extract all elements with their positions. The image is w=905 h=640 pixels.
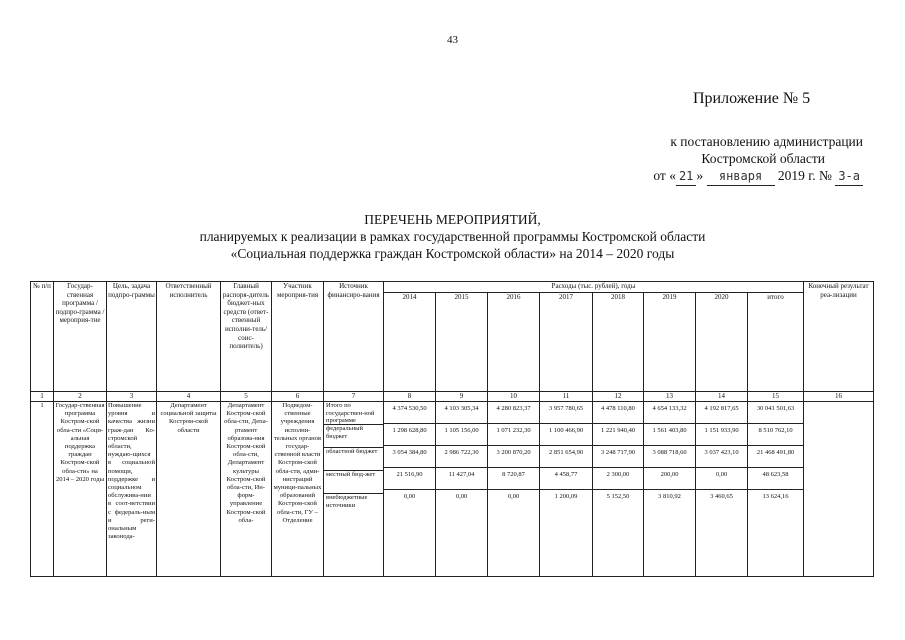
amounts-2018 [593, 402, 644, 577]
row-program: Государ-ственная программа Костром-ской обла-сти «Соци-альная поддержка граждан Костром-ской обла-сти» на 2014 – 2020 годы [54, 402, 107, 577]
row-participant: Подведом-ственные учреждения исполни-тельных органов государ-ственной власти Костром-ской обла-сти, адми-нистраций муници-пальных образований Костром-ской обла-сти, ГУ – Отделение [272, 402, 324, 577]
header-goal: Цель, задача подпро-граммы [107, 282, 157, 392]
amount-cell: 4 478 110,80 [593, 402, 643, 424]
amount-cell: 1 151 933,90 [696, 424, 747, 446]
decree-line-1: к постановлению администрации [670, 134, 863, 149]
decree-date-line [543, 167, 863, 186]
amount-cell: 21 516,90 [384, 468, 435, 490]
title-line-2: планируемых к реализации в рамках государственной программы Костромской области [199, 229, 706, 244]
amount-cell: 1 221 940,40 [593, 424, 643, 446]
amount-cell: 4 103 305,34 [436, 402, 487, 424]
header-year-2015: 2015 [436, 293, 488, 392]
col-number: 11 [540, 392, 593, 402]
header-source: Источник финансиро-вания [324, 282, 384, 392]
amount-cell: 2 851 654,90 [540, 446, 592, 468]
col-number: 10 [488, 392, 540, 402]
decree-year: 2019 г. № [777, 168, 832, 183]
header-program: Государ-ственная программа /подпро-грамма /мероприя-тие [54, 282, 107, 392]
amount-cell: 30 041 501,63 [748, 402, 803, 424]
row-sources [324, 402, 384, 577]
document-title [0, 211, 905, 262]
col-number: 1 [31, 392, 54, 402]
row-executor: Департамент социальной защиты Костром-ской области [157, 402, 221, 577]
col-number: 5 [221, 392, 272, 402]
page-number: 43 [447, 34, 458, 46]
amounts-2017 [540, 402, 593, 577]
decree-day: 21 [676, 168, 696, 186]
date-prefix: от « [653, 168, 676, 183]
amount-cell: 1 105 156,00 [436, 424, 487, 446]
amount-cell: 48 623,58 [748, 468, 803, 490]
col-number: 8 [384, 392, 436, 402]
source-federal: федеральный бюджет [324, 425, 383, 448]
row-result [804, 402, 874, 577]
amount-cell: 3 088 718,60 [644, 446, 695, 468]
col-number: 9 [436, 392, 488, 402]
amount-cell: 13 624,16 [762, 493, 789, 500]
amount-cell: 4 654 133,32 [644, 402, 695, 424]
col-number: 4 [157, 392, 221, 402]
amount-cell: 4 374 530,50 [384, 402, 435, 424]
amount-cell: 3 248 717,90 [593, 446, 643, 468]
amount-cell: 3 037 423,10 [696, 446, 747, 468]
col-number: 14 [696, 392, 748, 402]
header-num: № п/п [31, 282, 54, 392]
header-expenses: Расходы (тыс. рублей), годы [384, 282, 804, 293]
amount-cell: 1 100 466,90 [540, 424, 592, 446]
amount-cell: 2 300,00 [593, 468, 643, 490]
table-row [31, 402, 874, 577]
header-year-2017: 2017 [540, 293, 593, 392]
amount-cell: 4 280 823,37 [488, 402, 539, 424]
source-local: местный бюд-жет [324, 471, 383, 494]
amount-cell: 8 510 762,10 [748, 424, 803, 446]
row-manager: Департамент Костром-ской обла-сти, Депа-ртамент образова-ния Костром-ской обла-сти, Департамент культуры Костром-ской обла-сти, Ин-форм-управление Костром-ской обла- [221, 402, 272, 577]
col-number: 3 [107, 392, 157, 402]
col-number: 15 [748, 392, 804, 402]
amount-cell: 8 720,87 [488, 468, 539, 490]
amount-cell: 3 957 780,65 [540, 402, 592, 424]
decree-line-2: Костромской области [701, 151, 825, 166]
column-number-row [31, 392, 874, 402]
amount-cell: 1 298 628,80 [384, 424, 435, 446]
amounts-2019 [644, 402, 696, 577]
col-number: 16 [804, 392, 874, 402]
header-year-2019: 2019 [644, 293, 696, 392]
header-executor: Ответственный исполнитель [157, 282, 221, 392]
amount-cell: 0,00 [403, 493, 416, 500]
source-regional: областной бюджет [324, 448, 383, 471]
title-line-3: «Социальная поддержка граждан Костромской области» на 2014 – 2020 годы [230, 246, 675, 261]
col-number: 7 [324, 392, 384, 402]
header-manager: Главный распоря-дитель бюджет-ных средств (ответ-ственный исполни-тель/соис-полнитель) [221, 282, 272, 392]
amount-cell: 0,00 [455, 493, 468, 500]
header-result: Конечный результат реа-лизации [804, 282, 874, 392]
decree-reference [543, 133, 863, 186]
decree-number: 3-а [835, 168, 863, 186]
amount-cell: 3 054 384,80 [384, 446, 435, 468]
col-number: 13 [644, 392, 696, 402]
amount-cell: 1 071 232,30 [488, 424, 539, 446]
row-goal: Повышение уровня и качества жизни граж-дан Ко-стромской области, нуждаю-щихся в социальной помощи, поддержке и социальном обслужива-нии в соот-ветствии с федераль-ным и реги-ональным законода- [107, 402, 157, 577]
amount-cell: 3 810,92 [658, 493, 681, 500]
amount-cell: 2 986 722,30 [436, 446, 487, 468]
amounts-2016 [488, 402, 540, 577]
amounts-2014 [384, 402, 436, 577]
amount-cell: 0,00 [507, 493, 520, 500]
col-number: 2 [54, 392, 107, 402]
amounts-total [748, 402, 804, 577]
header-year-2014: 2014 [384, 293, 436, 392]
header-participant: Участник мероприя-тия [272, 282, 324, 392]
row-num: 1 [31, 402, 54, 577]
amounts-2020 [696, 402, 748, 577]
source-total: Итого по государствен-ной программе [324, 402, 383, 425]
col-number: 12 [593, 392, 644, 402]
amount-cell: 1 561 403,80 [644, 424, 695, 446]
amount-cell: 21 468 491,80 [748, 446, 803, 468]
date-mid: » [696, 168, 704, 183]
amount-cell: 4 192 817,65 [696, 402, 747, 424]
appendix-heading: Приложение № 5 [693, 90, 811, 107]
header-total: итого [748, 293, 804, 392]
amount-cell: 3 460,65 [710, 493, 733, 500]
amount-cell: 5 152,50 [606, 493, 630, 500]
amounts-2015 [436, 402, 488, 577]
amount-cell: 200,00 [644, 468, 695, 490]
col-number: 6 [272, 392, 324, 402]
header-year-2016: 2016 [488, 293, 540, 392]
header-year-2020: 2020 [696, 293, 748, 392]
decree-month: января [707, 168, 775, 186]
source-extrabudget: внебюджетные источники [326, 494, 368, 509]
amount-cell: 11 427,04 [436, 468, 487, 490]
header-year-2018: 2018 [593, 293, 644, 392]
amount-cell: 1 200,09 [554, 493, 578, 500]
title-line-1: ПЕРЕЧЕНЬ МЕРОПРИЯТИЙ, [364, 212, 541, 227]
amount-cell: 0,00 [696, 468, 747, 490]
amount-cell: 4 458,77 [540, 468, 592, 490]
amount-cell: 3 200 870,20 [488, 446, 539, 468]
measures-table [30, 281, 874, 577]
